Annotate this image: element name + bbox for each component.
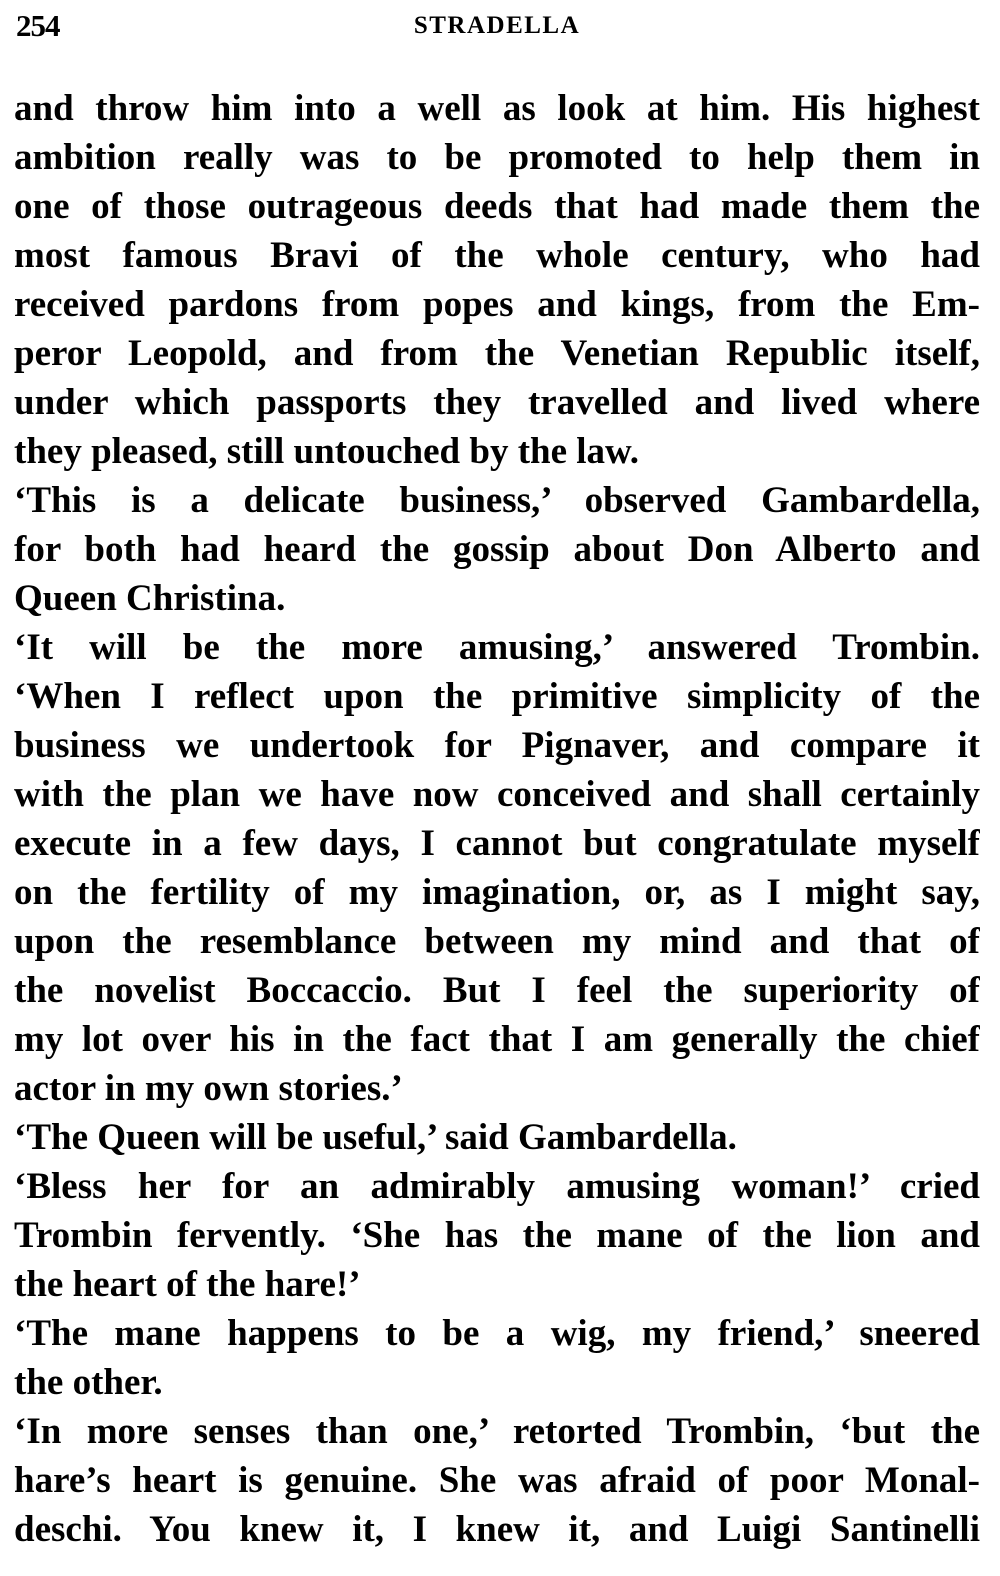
text-line: execute in a few days, I cannot but congratulate myself <box>14 823 980 864</box>
text-line: they pleased, still untouched by the law. <box>14 431 639 472</box>
text-line: my lot over his in the fact that I am generally the chief <box>14 1019 980 1060</box>
running-title: STRADELLA <box>413 12 581 39</box>
body-text <box>14 84 980 1554</box>
text-line: ‘When I reflect upon the primitive simplicity of the <box>14 676 980 717</box>
text-line: the heart of the hare!’ <box>14 1264 361 1305</box>
text-line: business we undertook for Pignaver, and compare it <box>14 725 980 766</box>
text-line: received pardons from popes and kings, from the Em- <box>14 284 980 325</box>
text-line: one of those outrageous deeds that had made them the <box>14 186 980 227</box>
text-line: under which passports they travelled and lived where <box>14 382 980 423</box>
text-line: ‘The Queen will be useful,’ said Gambardella. <box>14 1117 737 1158</box>
text-line: peror Leopold, and from the Venetian Republic itself, <box>14 333 980 374</box>
text-line: ‘In more senses than one,’ retorted Trombin, ‘but the <box>14 1411 980 1452</box>
text-line: ‘This is a delicate business,’ observed Gambardella, <box>14 480 980 521</box>
text-line: with the plan we have now conceived and shall certainly <box>14 774 980 815</box>
text-line: deschi. You knew it, I knew it, and Luigi Santinelli <box>14 1509 980 1550</box>
text-line: ‘It will be the more amusing,’ answered Trombin. <box>14 627 980 668</box>
text-line: Trombin fervently. ‘She has the mane of the lion and <box>14 1215 980 1256</box>
text-line: the novelist Boccaccio. But I feel the superiority of <box>14 970 980 1011</box>
text-line: on the fertility of my imagination, or, as I might say, <box>14 872 980 913</box>
text-line: Queen Christina. <box>14 578 286 619</box>
text-line: for both had heard the gossip about Don Alberto and <box>14 529 980 570</box>
text-line: ambition really was to be promoted to help them in <box>14 137 980 178</box>
text-line: actor in my own stories.’ <box>14 1068 403 1109</box>
running-head <box>14 0 980 44</box>
text-line: ‘The mane happens to be a wig, my friend,’ sneered <box>14 1313 980 1354</box>
text-line: and throw him into a well as look at him. His highest <box>14 88 980 129</box>
text-line: hare’s heart is genuine. She was afraid of poor Monal- <box>14 1460 980 1501</box>
page-number: 254 <box>16 8 60 43</box>
text-line: the other. <box>14 1362 163 1403</box>
text-line: most famous Bravi of the whole century, who had <box>14 235 980 276</box>
text-line: ‘Bless her for an admirably amusing woman!’ cried <box>14 1166 980 1207</box>
text-line: upon the resemblance between my mind and that of <box>14 921 980 962</box>
